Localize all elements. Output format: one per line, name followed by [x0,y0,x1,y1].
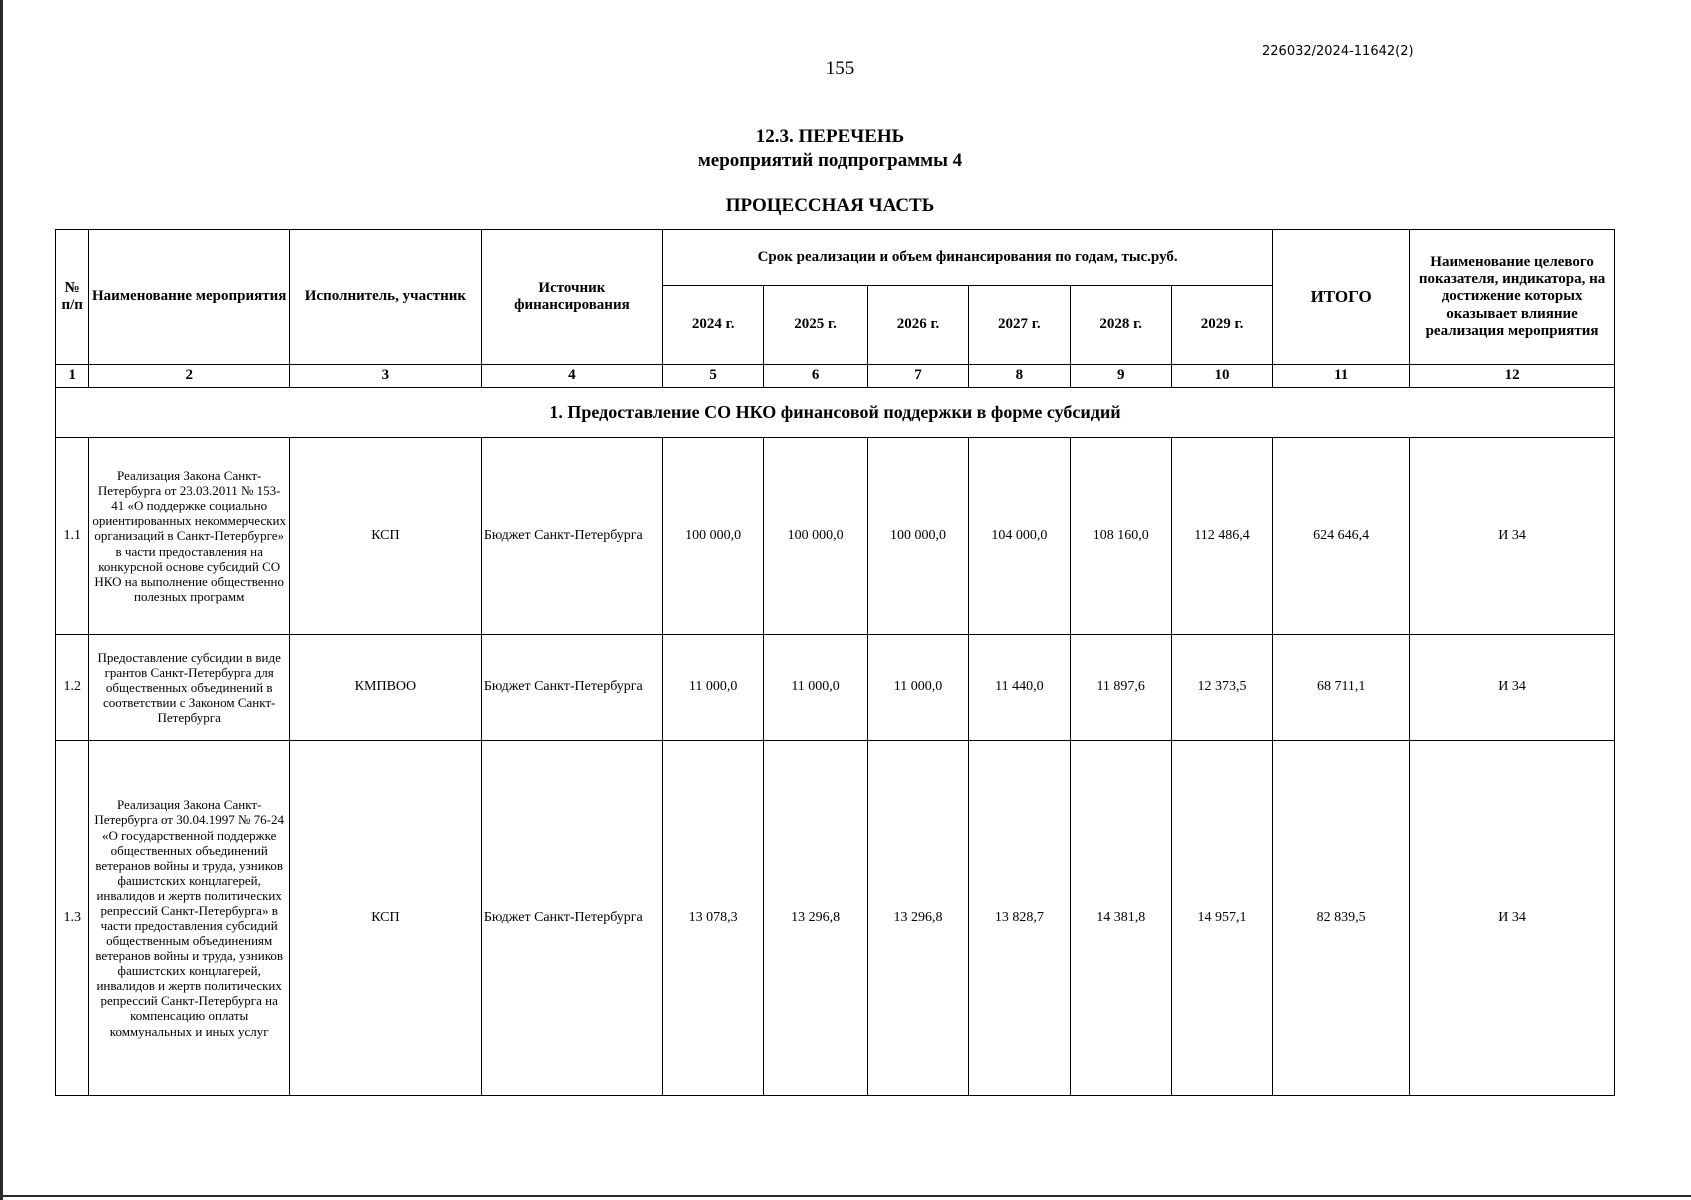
page-left-edge [0,0,3,1200]
page-number: 155 [825,58,855,79]
row-value-2027: 11 440,0 [969,635,1070,741]
row-num: 1.2 [56,635,89,741]
header-executor: Исполнитель, участник [289,230,481,365]
table-row [56,635,1615,741]
row-event-name: Предоставление субсидии в виде грантов Санкт-Петербурга для общественных объединений в соответствии с Законом Санкт-Петербурга [89,635,290,741]
row-indicator: И 34 [1410,438,1615,635]
row-value-2024: 100 000,0 [662,438,763,635]
row-executor: КМПВОО [289,635,481,741]
row-indicator: И 34 [1410,635,1615,741]
row-value-2029: 14 957,1 [1171,741,1272,1096]
column-number: 5 [662,365,763,388]
row-source: Бюджет Санкт-Петербурга [481,635,662,741]
row-executor: КСП [289,438,481,635]
header-year: 2026 г. [867,286,968,365]
row-total: 82 839,5 [1273,741,1410,1096]
events-table [55,229,1615,1096]
column-number: 1 [56,365,89,388]
section-row [56,388,1615,438]
column-number: 11 [1273,365,1410,388]
column-number: 8 [969,365,1070,388]
column-number: 7 [867,365,968,388]
row-value-2027: 104 000,0 [969,438,1070,635]
header-year: 2029 г. [1171,286,1272,365]
row-value-2027: 13 828,7 [969,741,1070,1096]
header-total: ИТОГО [1273,230,1410,365]
column-number: 4 [481,365,662,388]
page-title: 12.3. ПЕРЕЧЕНЬ [755,126,905,147]
row-value-2028: 108 160,0 [1070,438,1171,635]
table-row [56,438,1615,635]
row-executor: КСП [289,741,481,1096]
header-year: 2027 г. [969,286,1070,365]
column-number: 3 [289,365,481,388]
row-num: 1.3 [56,741,89,1096]
page-subtitle: мероприятий подпрограммы 4 [697,150,963,171]
header-source: Источник финансирования [481,230,662,365]
row-total: 624 646,4 [1273,438,1410,635]
column-number: 9 [1070,365,1171,388]
header-year: 2025 г. [764,286,868,365]
section-title: 1. Предоставление СО НКО финансовой поддержки в форме субсидий [56,388,1615,438]
row-value-2025: 11 000,0 [764,635,868,741]
row-value-2024: 11 000,0 [662,635,763,741]
row-value-2026: 13 296,8 [867,741,968,1096]
row-value-2024: 13 078,3 [662,741,763,1096]
column-numbers-row [56,365,1615,388]
row-value-2029: 112 486,4 [1171,438,1272,635]
header-year: 2028 г. [1070,286,1171,365]
row-event-name: Реализация Закона Санкт-Петербурга от 23.03.2011 № 153-41 «О поддержке социально ориентированных некоммерческих организаций в Санкт-Петербурге» в части предоставления на конкурсной основе субсидий СО НКО на выполнение общественно полезных программ [89,438,290,635]
column-number: 6 [764,365,868,388]
header-period: Срок реализации и объем финансирования по годам, тыс.руб. [662,230,1272,286]
column-number: 12 [1410,365,1615,388]
row-value-2029: 12 373,5 [1171,635,1272,741]
row-source: Бюджет Санкт-Петербурга [481,438,662,635]
table-row [56,741,1615,1096]
header-indicator: Наименование целевого показателя, индикатора, на достижение которых оказывает влияние реализация мероприятия [1410,230,1615,365]
row-source: Бюджет Санкт-Петербурга [481,741,662,1096]
section-caption: ПРОЦЕССНАЯ ЧАСТЬ [725,195,935,216]
row-indicator: И 34 [1410,741,1615,1096]
header-num: № п/п [56,230,89,365]
row-value-2026: 11 000,0 [867,635,968,741]
row-value-2026: 100 000,0 [867,438,968,635]
header-year: 2024 г. [662,286,763,365]
header-name: Наименование мероприятия [89,230,290,365]
row-value-2025: 13 296,8 [764,741,868,1096]
row-value-2028: 14 381,8 [1070,741,1171,1096]
header-row-top [56,230,1615,286]
row-total: 68 711,1 [1273,635,1410,741]
row-value-2028: 11 897,6 [1070,635,1171,741]
row-value-2025: 100 000,0 [764,438,868,635]
row-event-name: Реализация Закона Санкт-Петербурга от 30.04.1997 № 76-24 «О государственной поддержке общественных объединений ветеранов войны и труда, узников фашистских концлагерей, инвалидов и жертв политических репрессий Санкт-Петербурга» в части предоставления субсидий общественным объединениям ветеранов войны и труда, узников фашистских концлагерей, инвалидов и жертв политических репрессий Санкт-Петербурга на компенсацию оплаты коммунальных и иных услуг [89,741,290,1096]
column-number: 10 [1171,365,1272,388]
row-num: 1.1 [56,438,89,635]
document-id: 226032/2024-11642(2) [1262,44,1414,59]
page-bottom-edge [0,1195,1691,1197]
column-number: 2 [89,365,290,388]
